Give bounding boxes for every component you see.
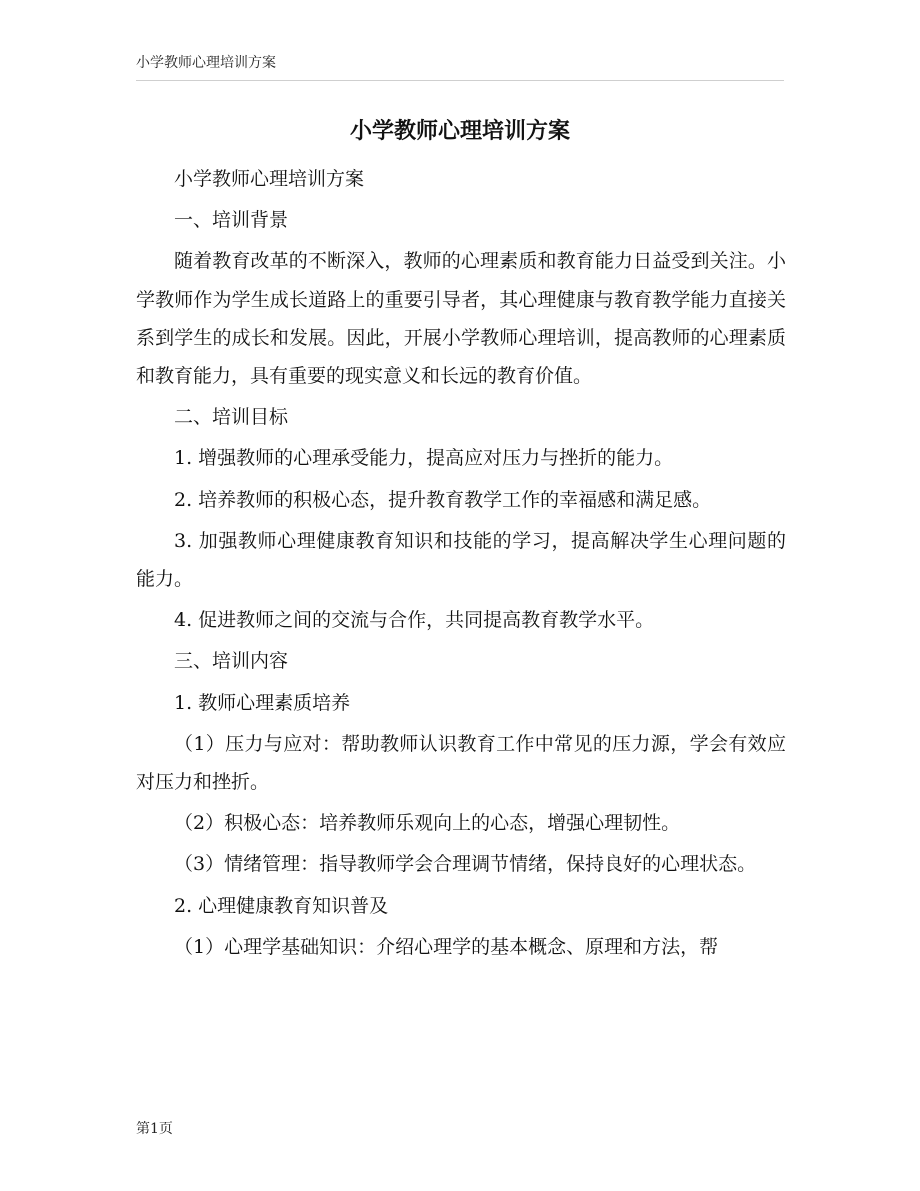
content-item-1-1: （1）压力与应对：帮助教师认识教育工作中常见的压力源，学会有效应对压力和挫折。 [136,732,786,794]
goal-item-2: 2. 培养教师的积极心态，提升教育教学工作的幸福感和满足感。 [174,488,712,511]
content-item-2-1: （1）心理学基础知识：介绍心理学的基本概念、原理和方法，帮 [174,935,719,958]
document-body [136,160,786,969]
goal-item-4: 4. 促进教师之间的交流与合作，共同提高教育教学水平。 [174,609,655,632]
goal-item-1: 1. 增强教师的心理承受能力，提高应对压力与挫折的能力。 [174,447,674,470]
content-item-1-3: （3）情绪管理：指导教师学会合理调节情绪，保持良好的心理状态。 [174,853,757,876]
paragraph-subtitle: 小学教师心理培训方案 [174,168,365,190]
heading-content: 三、培训内容 [174,650,289,673]
header-divider [136,80,784,81]
heading-goals: 二、培训目标 [174,406,289,429]
heading-background: 一、培训背景 [174,209,289,232]
page-number: 第1页 [136,1121,173,1137]
content-section-2: 2. 心理健康教育知识普及 [174,894,389,917]
running-header: 小学教师心理培训方案 [136,55,276,71]
paragraph-background: 随着教育改革的不断深入，教师的心理素质和教育能力日益受到关注。小学教师作为学生成长道路上的重要引导者，其心理健康与教育教学能力直接关系到学生的成长和发展。因此，开展小学教师心理培训，提高教师的心理素质和教育能力，具有重要的现实意义和长远的教育价值。 [136,250,786,388]
goal-item-3: 3. 加强教师心理健康教育知识和技能的学习，提高解决学生心理问题的能力。 [136,529,786,591]
content-item-1-2: （2）积极心态：培养教师乐观向上的心态，增强心理韧性。 [174,812,681,835]
content-section-1: 1. 教师心理素质培养 [174,691,351,714]
document-title: 小学教师心理培训方案 [349,118,570,144]
